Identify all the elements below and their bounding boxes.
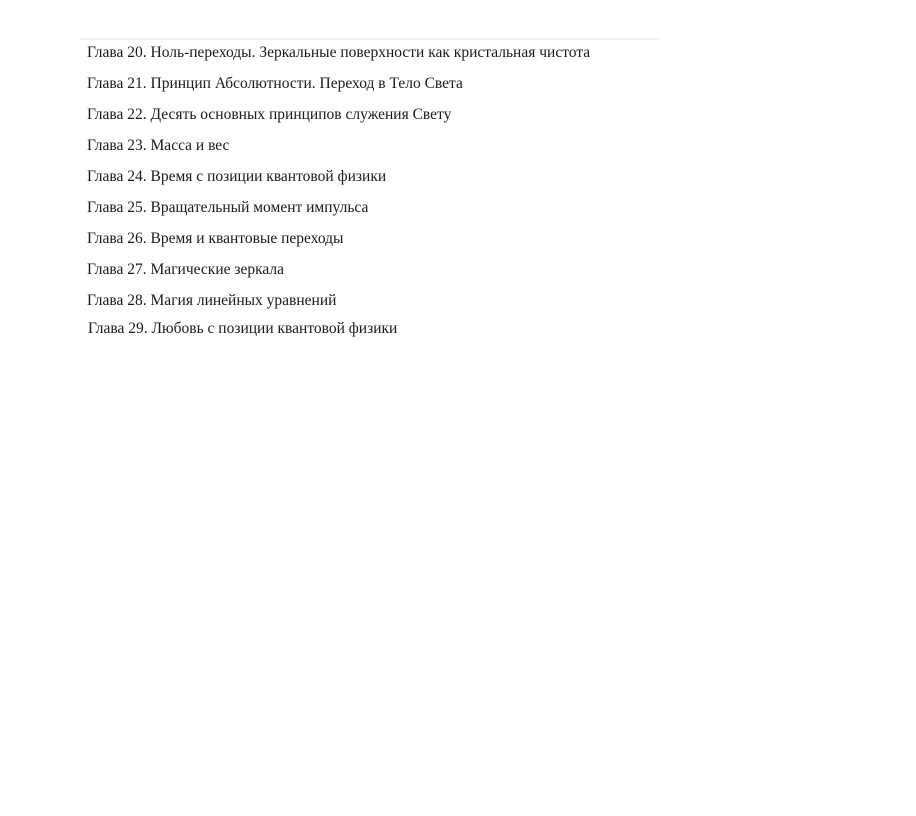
toc-entry-chapter-22: Глава 22. Десять основных принципов служения Свету <box>87 106 452 123</box>
page-top-divider <box>79 38 659 40</box>
toc-entry-chapter-26: Глава 26. Время и квантовые переходы <box>87 230 344 247</box>
toc-entry-chapter-28: Глава 28. Магия линейных уравнений <box>87 292 337 309</box>
toc-entry-chapter-21: Глава 21. Принцип Абсолютности. Переход в Тело Света <box>87 75 463 92</box>
toc-entry-chapter-20: Глава 20. Ноль-переходы. Зеркальные поверхности как кристальная чистота <box>87 44 591 61</box>
table-of-contents <box>87 44 590 351</box>
toc-entry-chapter-24: Глава 24. Время с позиции квантовой физики <box>87 168 387 185</box>
toc-entry-chapter-23: Глава 23. Масса и вес <box>87 137 230 154</box>
toc-entry-chapter-27: Глава 27. Магические зеркала <box>87 261 285 278</box>
toc-entry-chapter-25: Глава 25. Вращательный момент импульса <box>87 199 369 216</box>
toc-entry-chapter-29: Глава 29. Любовь с позиции квантовой физики <box>88 320 398 337</box>
